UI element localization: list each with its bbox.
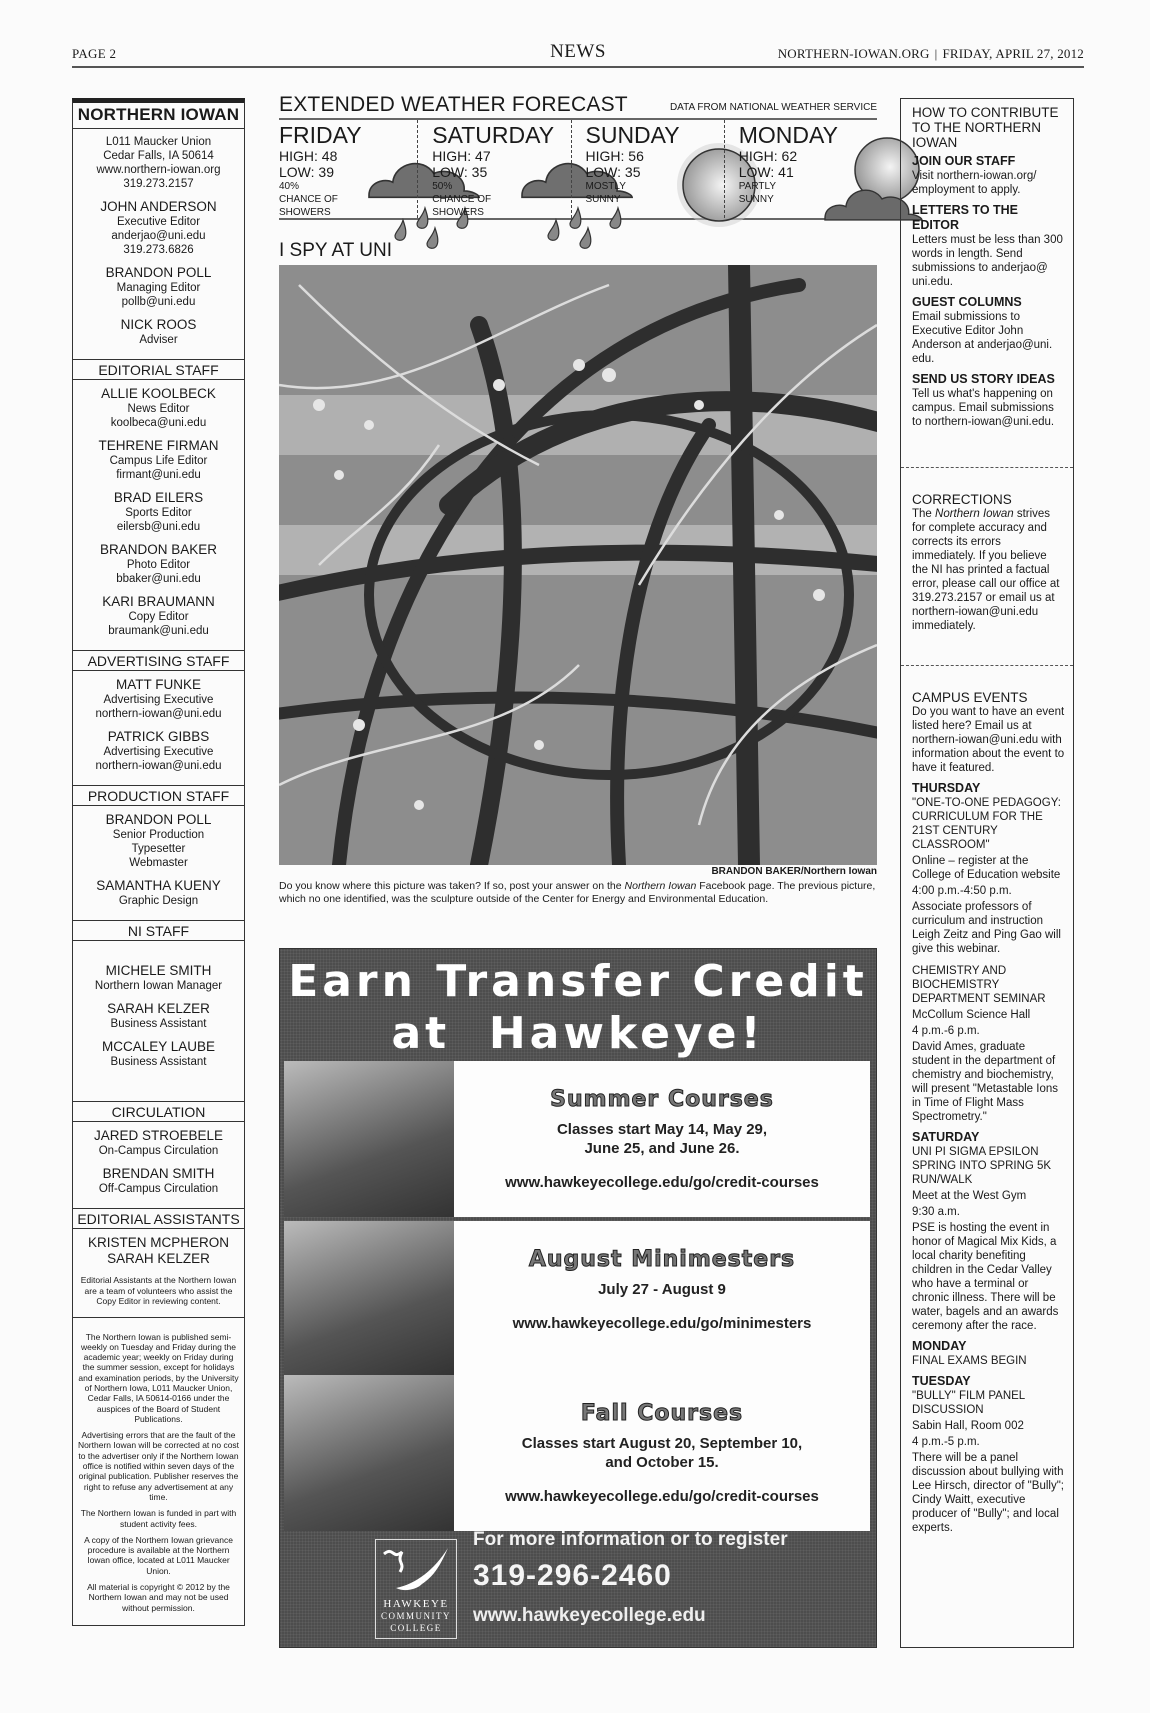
ad-headline-line-1: Earn Transfer Credit xyxy=(288,956,868,1007)
staff-detail: Advertising Executive xyxy=(103,694,214,706)
event-title: "ONE-TO-ONE PEDAGOGY: CURRICULUM FOR THE 21ST CENTURY CLASSROOM" xyxy=(912,797,1061,851)
staff-detail: Webmaster xyxy=(129,857,188,869)
course-date-line: June 25, and June 26. xyxy=(584,1140,740,1157)
staff-section-body xyxy=(73,1122,244,1208)
course-url[interactable]: www.hawkeyecollege.edu/go/credit-courses xyxy=(505,1488,819,1505)
event-detail: There will be a panel discussion about bullying with Lee Hirsch, director of "Bully"; Cindy Waitt, executive producer of "Bully"; and local experts. xyxy=(912,1452,1064,1534)
fineprint-paragraph: Advertising errors that are the fault of the Northern Iowan will be corrected at no cost to the advertiser only if the Northern Iowan office is notified within seven days of the original publication. Publisher reserves the right to refuse any advertisement at any time. xyxy=(77,1430,240,1502)
events-thursday xyxy=(912,781,1065,1124)
staff-member xyxy=(75,542,242,586)
staff-section-heading: EDITORIAL ASSISTANTS xyxy=(73,1208,244,1229)
weather-day-friday xyxy=(279,120,417,218)
staff-detail: Copy Editor xyxy=(128,611,189,623)
ispy-photo xyxy=(279,265,877,865)
event-entry xyxy=(912,1389,1065,1535)
ad-course-row xyxy=(280,1061,876,1217)
staff-section-heading: ADVERTISING STAFF xyxy=(73,650,244,671)
staff-name: MICHELE SMITH xyxy=(105,963,212,978)
course-url[interactable]: www.hawkeyecollege.edu/go/credit-courses xyxy=(505,1174,819,1191)
contribute-item xyxy=(912,372,1065,429)
event-detail: 4 p.m.-5 p.m. xyxy=(912,1436,980,1448)
caption-text: Do you know where this picture was taken? If so, post your answer on the xyxy=(279,880,625,892)
events-title: CAMPUS EVENTS xyxy=(912,690,1028,705)
weather-condition: 50% xyxy=(432,181,453,192)
events-tuesday xyxy=(912,1374,1065,1535)
staff-member xyxy=(75,729,242,773)
weather-high: HIGH: 56 xyxy=(585,148,644,164)
staff-member xyxy=(75,490,242,534)
event-detail: PSE is hosting the event in honor of Magical Mix Kids, a local charity benefiting children in the Cedar Valley who have a terminal or chronic illness. There will be water, bagels and an awards ceremony after the race. xyxy=(912,1222,1059,1332)
weather-condition: 40% xyxy=(279,181,300,192)
contribute-item xyxy=(912,295,1065,366)
staff-section xyxy=(73,359,244,650)
event-entry xyxy=(912,964,1065,1124)
weather-condition: CHANCE OF xyxy=(432,194,492,205)
staff-detail: eilersb@uni.edu xyxy=(116,521,201,533)
staff-detail: Campus Life Editor xyxy=(109,455,208,467)
weather-forecast xyxy=(279,92,877,220)
event-detail: 4:00 p.m.-4:50 p.m. xyxy=(912,885,1012,897)
course-dates xyxy=(454,1280,870,1299)
staff-section-body xyxy=(73,380,244,650)
ad-course-panel xyxy=(454,1061,870,1217)
office-address xyxy=(75,135,242,191)
classroom-photo xyxy=(284,1375,454,1531)
course-title: Fall Courses xyxy=(580,1401,744,1426)
course-date-line: and October 15. xyxy=(605,1454,719,1471)
staff-member xyxy=(75,1235,242,1251)
weather-low: LOW: 39 xyxy=(279,164,334,180)
staff-detail: Senior Production xyxy=(112,829,205,841)
course-date-line: Classes start May 14, May 29, xyxy=(556,1121,768,1138)
site-and-date xyxy=(778,46,1084,62)
event-day-heading: MONDAY xyxy=(912,1339,967,1353)
staff-name: JARED STROEBELE xyxy=(93,1128,224,1143)
weather-day-name: MONDAY xyxy=(738,122,838,148)
ad-headline-line-2: at Hawkeye! xyxy=(391,1008,765,1059)
course-date-line: Classes start August 20, September 10, xyxy=(521,1435,803,1452)
office-phone: 319.273.2157 xyxy=(123,178,194,190)
address-line: Cedar Falls, IA 50614 xyxy=(103,150,214,162)
contribute-heading: LETTERS TO THE EDITOR xyxy=(912,203,1019,232)
hawkeye-advertisement xyxy=(279,948,877,1648)
address-line: L011 Maucker Union xyxy=(105,136,212,148)
corrections-text xyxy=(912,507,1065,633)
dashed-divider xyxy=(901,467,1073,468)
weather-low: LOW: 35 xyxy=(432,164,488,180)
staff-member xyxy=(75,1001,242,1031)
staff-detail: firmant@uni.edu xyxy=(116,469,201,481)
course-dates xyxy=(454,1120,870,1158)
event-detail: Meet at the West Gym xyxy=(912,1190,1027,1202)
contribute-text: Visit northern-iowan.org/ employment to apply. xyxy=(912,170,1037,196)
staff-name: TEHRENE FIRMAN xyxy=(98,438,219,453)
staff-detail: Business Assistant xyxy=(110,1018,207,1030)
staff-section xyxy=(73,785,244,920)
events-saturday xyxy=(912,1130,1065,1333)
staff-section-heading: PRODUCTION STAFF xyxy=(73,785,244,806)
staff-name: SAMANTHA KUENY xyxy=(96,878,221,893)
fineprint-paragraph: The Northern Iowan is published semi-weekly on Tuesday and Friday during the academic year; weekly on Friday during the summer session, except for holidays and examination periods, by the University of Northern Iowa, L011 Maucker Union, Cedar Falls, IA 50614-0166 under the auspices of the Board of Student Publications. xyxy=(78,1331,239,1424)
weather-day-saturday xyxy=(417,120,570,218)
staff-name: KARI BRAUMANN xyxy=(102,594,215,609)
section-note: Editorial Assistants at the Northern Iowan are a team of volunteers who assist the Copy Editor in reviewing content. xyxy=(80,1275,237,1306)
weather-source: DATA FROM NATIONAL WEATHER SERVICE xyxy=(669,102,877,113)
weather-day-monday xyxy=(724,120,877,218)
photo-caption xyxy=(279,880,877,906)
classroom-photo xyxy=(284,1061,454,1217)
how-to-contribute xyxy=(901,99,1073,443)
page-number: PAGE 2 xyxy=(72,46,117,61)
staff-detail: Northern Iowan Manager xyxy=(94,980,223,992)
top-staff-list xyxy=(75,199,242,347)
event-title: FINAL EXAMS BEGIN xyxy=(912,1355,1027,1367)
staff-detail: anderjao@uni.edu xyxy=(111,230,206,242)
staff-member xyxy=(75,1128,242,1158)
photo-credit: BRANDON BAKER/Northern Iowan xyxy=(711,866,877,877)
contribute-title: HOW TO CONTRIBUTE TO THE NORTHERN IOWAN xyxy=(912,105,1059,150)
weather-condition: SHOWERS xyxy=(279,207,331,218)
staff-section-heading: NI STAFF xyxy=(73,920,244,941)
weather-low: LOW: 41 xyxy=(738,164,794,180)
staff-name: JOHN ANDERSON xyxy=(100,199,217,214)
staff-member xyxy=(75,317,242,347)
staff-detail: News Editor xyxy=(127,403,190,415)
contribute-text: Tell us what's happening on campus. Email submissions to northern-iowan@uni.edu. xyxy=(912,388,1055,428)
separator: | xyxy=(934,46,938,61)
campus-events xyxy=(901,672,1073,1545)
text: The xyxy=(912,508,936,520)
staff-section-body xyxy=(73,1229,244,1317)
weather-days xyxy=(279,120,877,220)
masthead-contact xyxy=(73,129,244,359)
staff-detail: Off-Campus Circulation xyxy=(98,1183,219,1195)
staff-name: ALLIE KOOLBECK xyxy=(101,386,216,401)
staff-detail: Adviser xyxy=(139,334,178,346)
weather-title: EXTENDED WEATHER FORECAST xyxy=(279,93,628,116)
event-day-heading: TUESDAY xyxy=(912,1374,971,1388)
weather-high: HIGH: 48 xyxy=(279,148,338,164)
staff-member xyxy=(75,265,242,309)
ad-info-line: For more information or to register xyxy=(473,1529,788,1550)
corrections-title: CORRECTIONS xyxy=(912,492,1012,507)
weather-day-sunday xyxy=(571,120,724,218)
staff-name: BRENDAN SMITH xyxy=(102,1166,215,1181)
publication-fineprint xyxy=(73,1317,244,1625)
caption-publication-name: Northern Iowan xyxy=(624,880,697,892)
classroom-photo xyxy=(284,1221,454,1377)
eagle-logo-icon xyxy=(376,1540,456,1596)
site-url: NORTHERN-IOWAN.ORG xyxy=(777,46,930,61)
logo-text: COMMUNITY xyxy=(380,1611,451,1621)
staff-detail: Typesetter xyxy=(131,843,186,855)
staff-section xyxy=(73,920,244,1101)
ad-phone[interactable]: 319-296-2460 xyxy=(473,1559,672,1592)
staff-member xyxy=(75,594,242,638)
course-date-line: July 27 - August 9 xyxy=(598,1281,726,1298)
fineprint-paragraph: The Northern Iowan is funded in part with student activity fees. xyxy=(80,1508,237,1529)
staff-member xyxy=(75,878,242,908)
staff-detail: braumank@uni.edu xyxy=(108,625,209,637)
course-url[interactable]: www.hawkeyecollege.edu/go/minimesters xyxy=(512,1315,812,1332)
staff-section-body xyxy=(73,671,244,785)
section-name: NEWS xyxy=(550,41,606,62)
staff-detail: koolbeca@uni.edu xyxy=(110,417,207,429)
staff-detail: Managing Editor xyxy=(116,282,201,294)
event-day-heading: SATURDAY xyxy=(912,1130,980,1144)
staff-name: BRANDON POLL xyxy=(105,812,212,827)
weather-high: HIGH: 62 xyxy=(738,148,798,164)
contribute-text: Letters must be less than 300 words in length. Send submissions to anderjao@ uni.edu. xyxy=(912,234,1063,288)
staff-name: BRANDON BAKER xyxy=(99,542,218,557)
staff-section-heading: EDITORIAL STAFF xyxy=(73,359,244,380)
course-title: August Minimesters xyxy=(528,1247,796,1272)
staff-section-heading: CIRCULATION xyxy=(73,1101,244,1122)
weather-day-name: SUNDAY xyxy=(585,122,680,148)
staff-detail: Graphic Design xyxy=(118,895,199,907)
event-entry xyxy=(912,1354,1065,1368)
contribute-text: Email submissions to Executive Editor John Anderson at anderjao@uni. edu. xyxy=(912,311,1053,365)
corrections xyxy=(901,474,1073,643)
staff-sections xyxy=(73,359,244,1317)
contribute-heading: SEND US STORY IDEAS xyxy=(912,372,1055,386)
ad-course-row xyxy=(280,1221,876,1377)
weather-header xyxy=(279,92,877,120)
staff-name: MCCALEY LAUBE xyxy=(101,1039,216,1054)
staff-detail: Photo Editor xyxy=(126,559,191,571)
event-detail: 4 p.m.-6 p.m. xyxy=(912,1025,980,1037)
ad-course-row xyxy=(280,1375,876,1531)
staff-detail: Executive Editor xyxy=(116,216,201,228)
event-detail: David Ames, graduate student in the department of chemistry and biochemistry, will present "Metastable Ions in Time of Flight Mass Spectrometry." xyxy=(912,1041,1058,1123)
weather-high: HIGH: 47 xyxy=(432,148,491,164)
event-day-heading: THURSDAY xyxy=(912,781,981,795)
staff-name: BRAD EILERS xyxy=(113,490,204,505)
dashed-divider xyxy=(901,665,1073,666)
event-title: UNI PI SIGMA EPSILON SPRING INTO SPRING 5K RUN/WALK xyxy=(912,1146,1052,1186)
ad-course-panel xyxy=(454,1221,870,1377)
staff-detail: 319.273.6826 xyxy=(123,244,194,256)
staff-detail: On-Campus Circulation xyxy=(98,1145,219,1157)
weather-day-name: SATURDAY xyxy=(432,122,555,148)
event-detail: McCollum Science Hall xyxy=(912,1009,1031,1021)
staff-member xyxy=(75,677,242,721)
events-monday xyxy=(912,1339,1065,1368)
event-detail: Associate professors of curriculum and instruction Leigh Zeitz and Ping Gao will give this webinar. xyxy=(912,901,1061,955)
weather-condition: SUNNY xyxy=(738,194,774,205)
fineprint-paragraph: A copy of the Northern Iowan grievance procedure is available at the Northern Iowan office, located at L011 Maucker Union. xyxy=(84,1534,233,1576)
masthead-title: NORTHERN IOWAN xyxy=(73,103,244,129)
contribute-heading: JOIN OUR STAFF xyxy=(912,154,1016,168)
staff-detail: northern-iowan@uni.edu xyxy=(95,760,222,772)
weather-low: LOW: 35 xyxy=(585,164,641,180)
staff-name: PATRICK GIBBS xyxy=(107,729,210,744)
page-header xyxy=(72,41,1084,68)
ad-course-panel xyxy=(454,1375,870,1531)
staff-masthead xyxy=(72,98,245,1626)
staff-section-body xyxy=(73,806,244,920)
weather-condition: SUNNY xyxy=(585,194,621,205)
staff-detail: bbaker@uni.edu xyxy=(116,573,201,585)
staff-member xyxy=(75,812,242,870)
weather-condition: MOSTLY xyxy=(585,181,626,192)
staff-member xyxy=(75,1251,242,1267)
course-title: Summer Courses xyxy=(550,1087,774,1112)
staff-name: SARAH KELZER xyxy=(107,1001,210,1016)
event-detail: Online – register at the College of Education website xyxy=(912,855,1061,881)
staff-member xyxy=(75,1166,242,1196)
staff-name: MATT FUNKE xyxy=(115,677,201,692)
event-title: "BULLY" FILM PANEL DISCUSSION xyxy=(912,1390,1025,1416)
events-intro: Do you want to have an event listed here? Email us at northern-iowan@uni.edu with information about the event to have it featured. xyxy=(912,706,1065,774)
issue-date: FRIDAY, APRIL 27, 2012 xyxy=(942,46,1084,61)
contribute-item xyxy=(912,203,1065,289)
ad-website[interactable]: www.hawkeyecollege.edu xyxy=(473,1605,706,1626)
staff-detail: northern-iowan@uni.edu xyxy=(95,708,222,720)
contribute-item xyxy=(912,154,1065,197)
staff-detail: pollb@uni.edu xyxy=(121,296,196,308)
weather-condition: CHANCE OF xyxy=(279,194,338,205)
event-days xyxy=(912,781,1065,1535)
event-entry xyxy=(912,796,1065,956)
staff-section-body xyxy=(73,941,244,1101)
staff-detail: Advertising Executive xyxy=(103,746,214,758)
staff-member xyxy=(75,1039,242,1069)
publication-name: Northern Iowan xyxy=(935,508,1014,520)
caption-text: Facebook page. The previous picture, which no one identified, was the sculpture outside of the Center for Energy and Environmental Education. xyxy=(279,880,876,905)
rebar-sculpture-image xyxy=(279,265,877,865)
staff-section xyxy=(73,1208,244,1317)
event-title: CHEMISTRY AND BIOCHEMISTRY DEPARTMENT SEMINAR xyxy=(912,965,1046,1005)
logo-text: COLLEGE xyxy=(390,1623,442,1633)
weather-condition: SHOWERS xyxy=(432,207,484,218)
staff-section xyxy=(73,1101,244,1208)
event-detail: Sabin Hall, Room 002 xyxy=(912,1420,1024,1432)
staff-name: SARAH KELZER xyxy=(107,1251,210,1266)
ispy-title: I SPY AT UNI xyxy=(279,240,392,261)
contribute-items xyxy=(912,154,1065,429)
logo-text: HAWKEYE xyxy=(383,1598,449,1610)
weather-day-name: FRIDAY xyxy=(279,122,362,148)
staff-member xyxy=(75,386,242,430)
fineprint-paragraph: All material is copyright © 2012 by the Northern Iowan and may not be used without permission. xyxy=(87,1582,230,1613)
event-detail: 9:30 a.m. xyxy=(912,1206,960,1218)
contribute-heading: GUEST COLUMNS xyxy=(912,295,1022,309)
event-entry xyxy=(912,1145,1065,1333)
course-dates xyxy=(454,1434,870,1472)
staff-name: KRISTEN MCPHERON xyxy=(87,1235,229,1250)
ad-footer xyxy=(280,1509,876,1647)
staff-name: NICK ROOS xyxy=(120,317,197,332)
staff-section xyxy=(73,650,244,785)
staff-detail: Sports Editor xyxy=(125,507,192,519)
staff-member xyxy=(75,438,242,482)
right-info-column xyxy=(900,98,1074,1648)
text: strives for complete accuracy and corrects its errors immediately. If you believe the NI has printed a factual error, please call our office at 319.273.2157 or email us at northern-iowan@uni.edu immediately. xyxy=(912,508,1060,632)
staff-member xyxy=(75,199,242,257)
weather-condition: PARTLY xyxy=(738,181,776,192)
staff-name: BRANDON POLL xyxy=(105,265,212,280)
staff-member xyxy=(75,963,242,993)
hawkeye-logo xyxy=(375,1539,457,1639)
staff-detail: Business Assistant xyxy=(110,1056,207,1068)
website-link[interactable]: www.northern-iowan.org xyxy=(96,164,221,176)
